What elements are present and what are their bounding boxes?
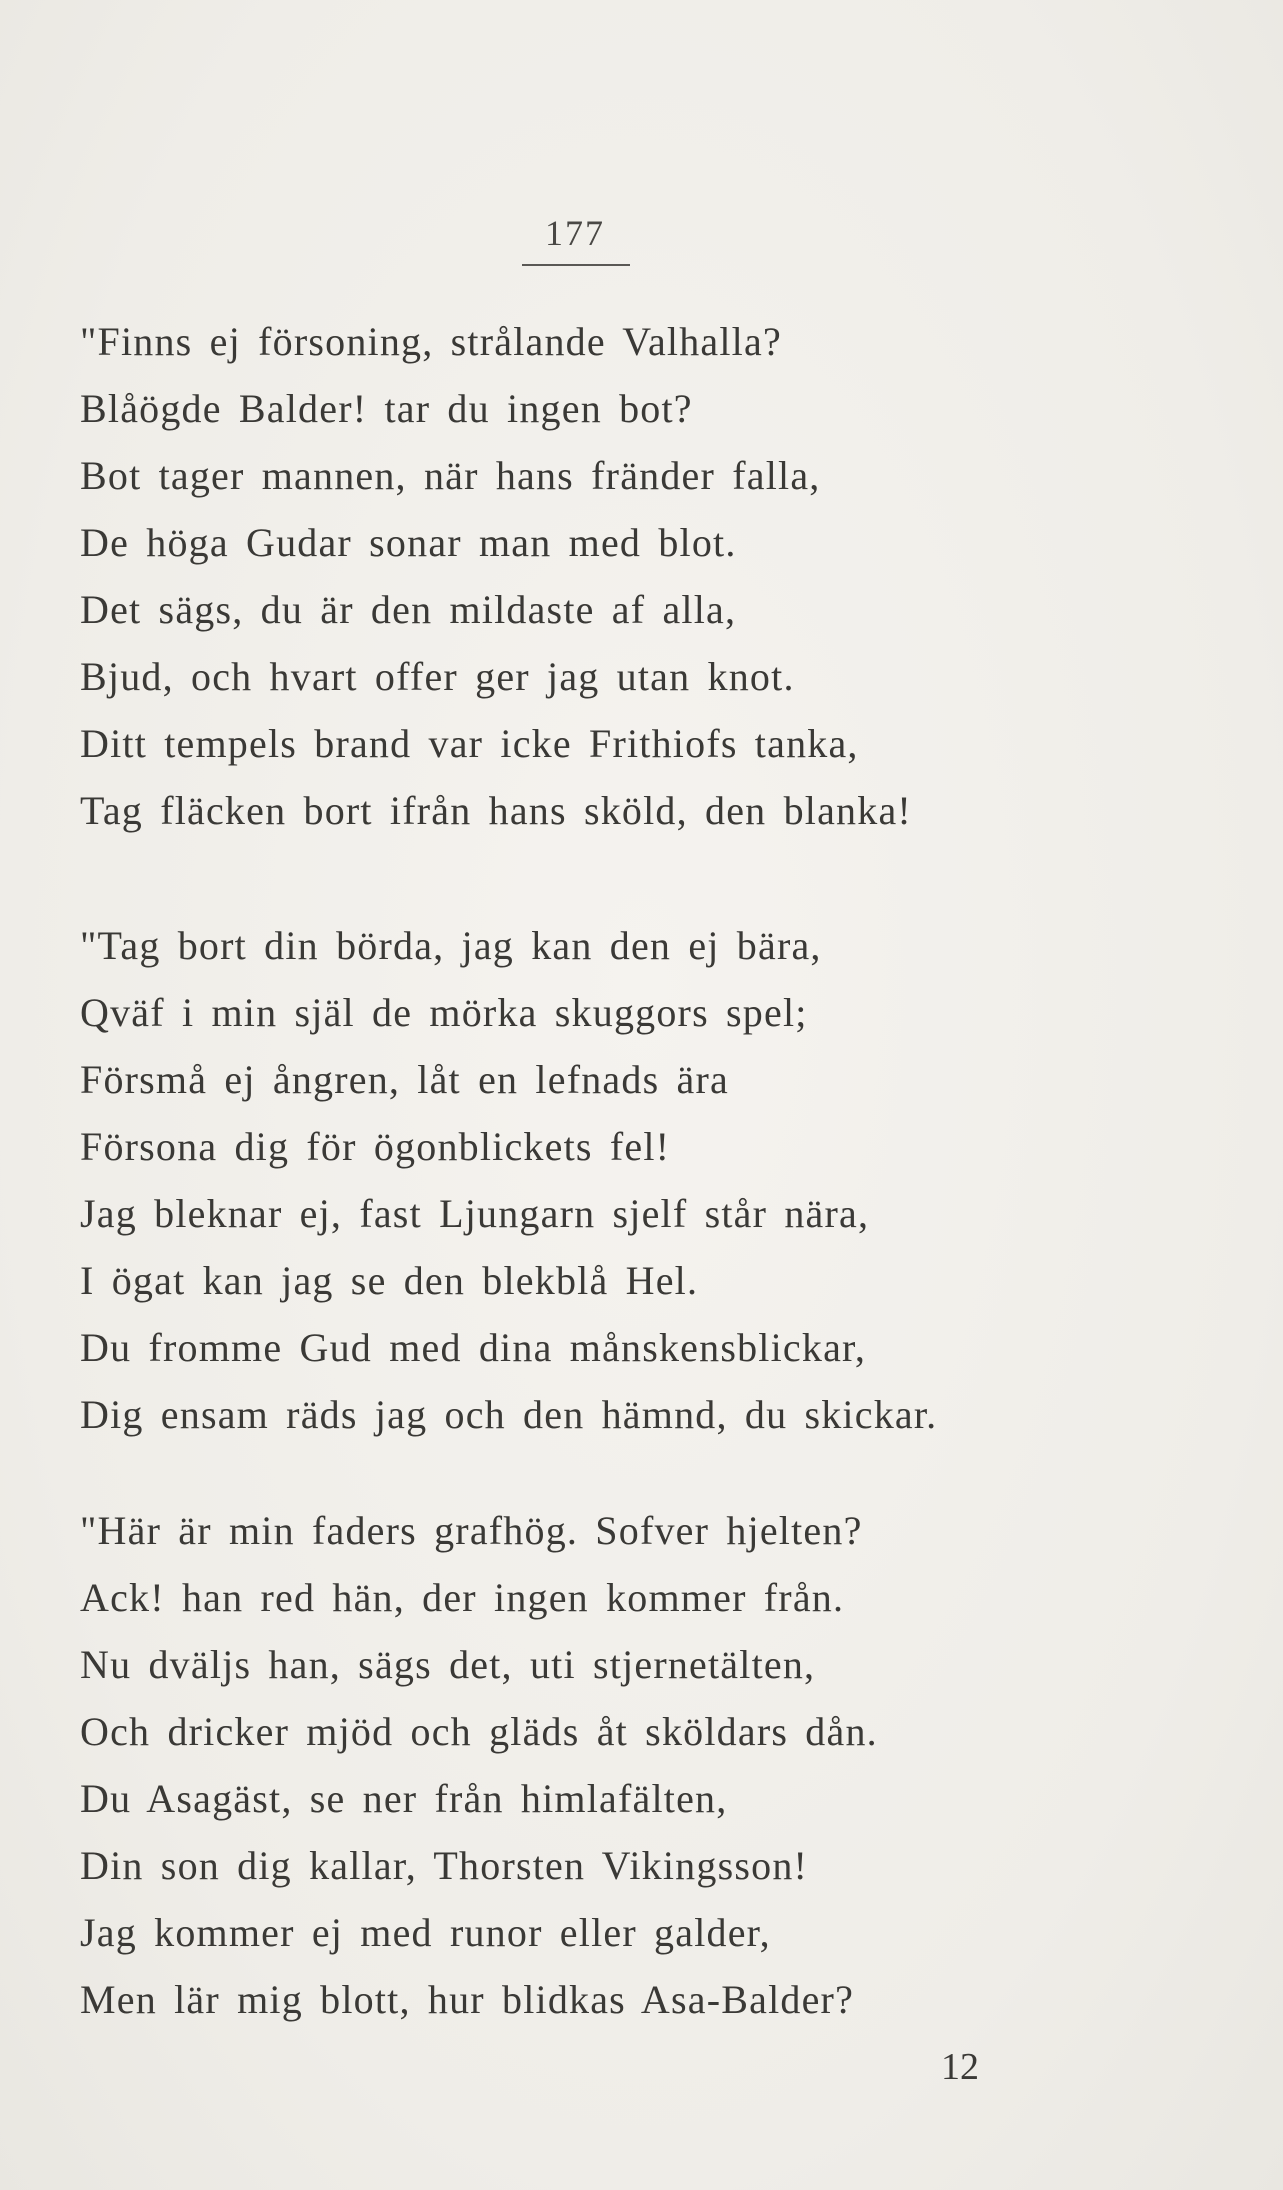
verse-line: Blåögde Balder! tar du ingen bot? xyxy=(80,386,693,431)
verse-line: "Finns ej försoning, strålande Valhalla? xyxy=(80,319,782,364)
verse-line: Bot tager mannen, när hans fränder falla, xyxy=(80,453,821,498)
verse-line: De höga Gudar sonar man med blot. xyxy=(80,520,737,565)
verse-line: Qväf i min själ de mörka skuggors spel; xyxy=(80,990,808,1035)
verse-line: Du fromme Gud med dina månskensblickar, xyxy=(80,1325,867,1370)
verse-line: Det sägs, du är den mildaste af alla, xyxy=(80,587,737,632)
verse-line: Försmå ej ångren, låt en lefnads ära xyxy=(80,1057,729,1102)
signature-mark: 12 xyxy=(941,2046,979,2088)
verse-line: Ditt tempels brand var icke Frithiofs tanka, xyxy=(80,721,859,766)
verse-line: Nu dväljs han, sägs det, uti stjernetälten, xyxy=(80,1642,816,1687)
stanza-2 xyxy=(80,912,937,1448)
stanza-1 xyxy=(80,308,912,844)
verse-line: Jag kommer ej med runor eller galder, xyxy=(80,1910,771,1955)
verse-line: Du Asagäst, se ner från himlafälten, xyxy=(80,1776,728,1821)
verse-line: Försona dig för ögonblickets fel! xyxy=(80,1124,671,1169)
verse-line: "Tag bort din börda, jag kan den ej bära, xyxy=(80,923,822,968)
verse-line: Bjud, och hvart offer ger jag utan knot. xyxy=(80,654,795,699)
verse-line: "Här är min faders grafhög. Sofver hjelten? xyxy=(80,1508,863,1553)
verse-line: I ögat kan jag se den blekblå Hel. xyxy=(80,1258,699,1303)
verse-line: Men lär mig blott, hur blidkas Asa-Balder? xyxy=(80,1977,855,2022)
verse-line: Jag bleknar ej, fast Ljungarn sjelf står nära, xyxy=(80,1191,870,1236)
page-number: 177 xyxy=(545,213,605,253)
verse-line: Och dricker mjöd och gläds åt sköldars dån. xyxy=(80,1709,878,1754)
verse-line: Ack! han red hän, der ingen kommer från. xyxy=(80,1575,845,1620)
verse-line: Tag fläcken bort ifrån hans sköld, den blanka! xyxy=(80,788,912,833)
page-number-rule xyxy=(522,264,630,266)
verse-line: Din son dig kallar, Thorsten Vikingsson! xyxy=(80,1843,809,1888)
stanza-3 xyxy=(80,1497,878,2033)
verse-line: Dig ensam räds jag och den hämnd, du skickar. xyxy=(80,1392,938,1437)
